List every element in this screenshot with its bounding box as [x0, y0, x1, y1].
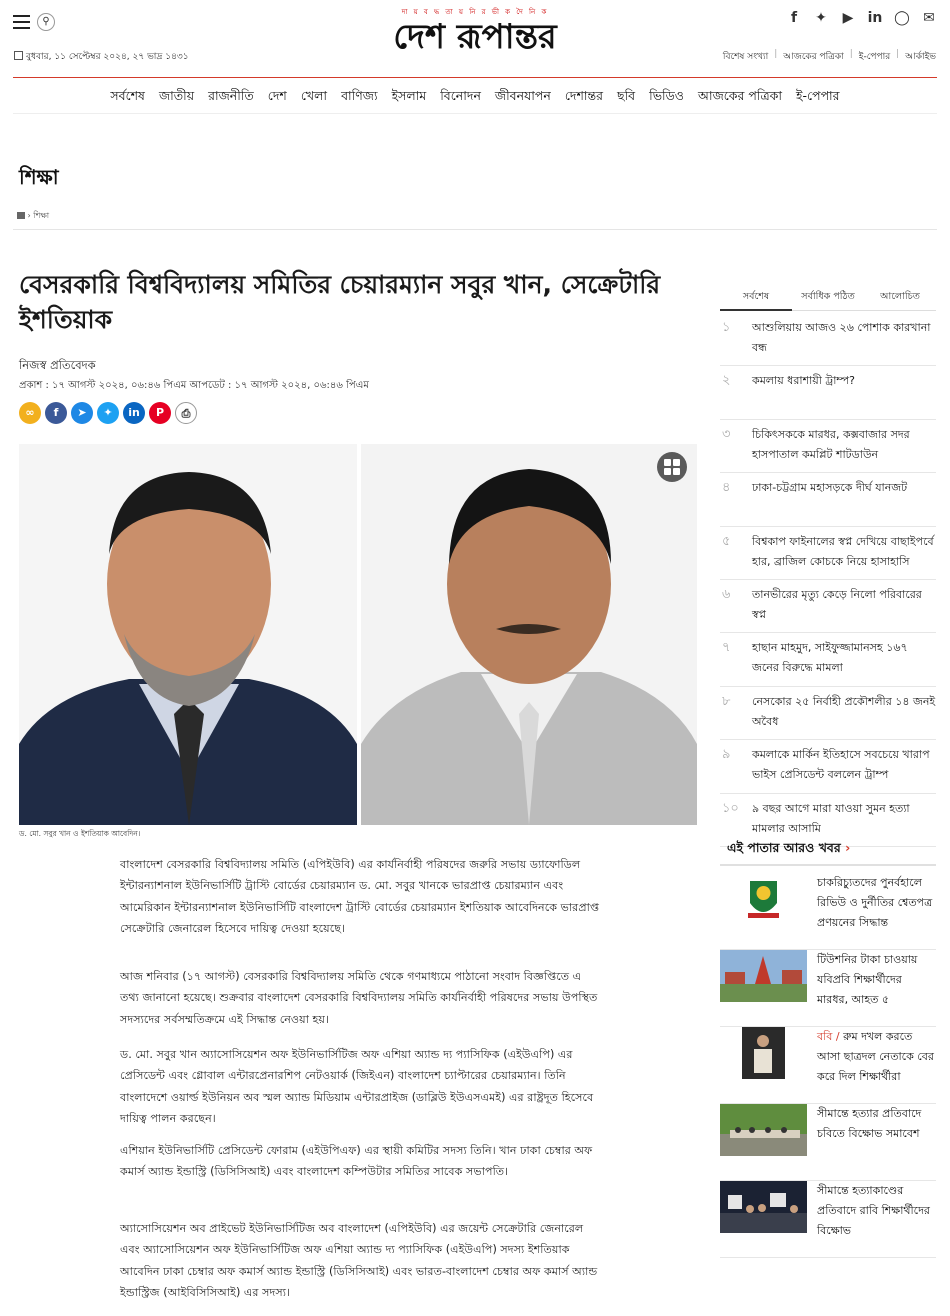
- portrait-ishtiaque-abedin: [361, 444, 697, 825]
- list-item-title[interactable]: কমলায় ধরাশায়ী ট্রাম্প?: [752, 374, 855, 388]
- nav-item[interactable]: সর্বশেষ: [110, 88, 145, 103]
- news-thumbnail[interactable]: [720, 1181, 807, 1233]
- list-item-number: ১: [722, 320, 731, 335]
- list-item-number: ২: [722, 373, 731, 389]
- more-news-title-item[interactable]: সীমান্তে হত্যাকাণ্ডের প্রতিবাদে রাবি শিক্ষার্থীদের বিক্ষোভ: [817, 1184, 930, 1237]
- article-paragraph: বাংলাদেশ বেসরকারি বিশ্ববিদ্যালয় সমিতি (এপিইউবি) এর কার্যনির্বাহী পরিষদের জরুরি সভায় ড্যাফোডিল ইন্টারন্যাশনাল ইউনিভার্সিটি ট্রাস্টি বোর্ডের চেয়ারম্যান ড. মো. সবুর খানকে ভারপ্রাপ্ত চেয়ারম্যান এবং আমেরিকান ইন্টারন্যাশনাল ইউনিভার্সিটি বাংলাদেশ ট্রাস্টি বোর্ডের চেয়ারম্যান ইশতিয়াক আবেদিনকে ভারপ্রাপ্ত সেক্রেটারি জেনারেল হিসেবে দায়িত্ব দেওয়া হয়েছে।: [120, 858, 600, 935]
- more-news-title-item[interactable]: চাকরিচ্যুতদের পুনর্বহালে রিভিউ ও দুর্নীতির শ্বেতপত্র প্রণয়নের সিদ্ধান্ত: [817, 876, 933, 929]
- gallery-icon[interactable]: [657, 452, 687, 482]
- header-divider: [13, 77, 937, 78]
- latest-news-list: [720, 313, 936, 847]
- more-news-item[interactable]: [720, 1104, 936, 1181]
- chevron-right-icon: ›: [845, 840, 851, 855]
- nav-item[interactable]: ইসলাম: [391, 88, 427, 103]
- top-link-epaper[interactable]: ই-পেপার: [858, 52, 891, 62]
- nav-item[interactable]: দেশ: [267, 88, 287, 103]
- home-icon[interactable]: [17, 212, 25, 219]
- breadcrumb-section[interactable]: শিক্ষা: [33, 211, 50, 220]
- more-news-title[interactable]: [727, 840, 850, 860]
- twitter-share-icon[interactable]: ✦: [97, 402, 119, 424]
- list-item-number: ৮: [722, 693, 731, 709]
- more-news-title-item[interactable]: টিউশনির টাকা চাওয়ায় যবিপ্রবি শিক্ষার্থীদের মারধর, আহত ৫: [817, 953, 918, 1006]
- list-item[interactable]: [720, 794, 936, 847]
- article-paragraph: ড. মো. সবুর খান অ্যাসোসিয়েশন অফ ইউনিভার্সিটিজ অফ এশিয়া অ্যান্ড দ্য প্যাসিফিক (এইউএপি) এর প্রেসিডেন্ট এবং গ্লোবাল এন্টারপ্রেনারশিপ নেটওয়ার্ক (জিইএন) বাংলাদেশ চ্যাপ্টারের চেয়ারম্যান। তিনি বাংলাদেশে ওয়ার্ল্ড ইউনিয়ন অব স্মল অ্যান্ড মিডিয়াম এন্টারপ্রাইজ (ডাব্লিউ ইউএসএমই) এর রাষ্ট্রদূত হিসেবে দায়িত্ব পালন করছেন।: [120, 1048, 594, 1125]
- sidebar-tabs: [720, 287, 936, 311]
- calendar-icon: [14, 51, 23, 60]
- nav-item[interactable]: জাতীয়: [158, 88, 195, 103]
- more-news-list: [720, 873, 936, 1258]
- list-item[interactable]: [720, 473, 936, 526]
- article-paragraph: অ্যাসোসিয়েশন অব প্রাইভেট ইউনিভার্সিটিজ অব বাংলাদেশ (এপিইউবি) এর জয়েন্ট সেক্রেটারি জেনারেল এবং অ্যাসোসিয়েশন অফ ইউনিভার্সিটিজ অফ এশিয়া অ্যান্ড দ্য প্যাসিফিক (এইউএপি) সদস্য ইশতিয়াক আবেদিন ঢাকা চেম্বার অফ কমার্স অ্যান্ড ইন্ডাস্ট্রি (ডিসিসিআই) এবং ভারত-বাংলাদেশ চেম্বার অফ কমার্স অ্যান্ড ইন্ডাস্ট্রিজ (আইবিসিসিআই) এর সদস্য।: [120, 1222, 598, 1299]
- nav-item[interactable]: ই-পেপার: [796, 88, 840, 103]
- image-caption: ড. মো. সবুর খান ও ইশতিয়াক আবেদিন।: [19, 829, 141, 838]
- list-item[interactable]: [720, 366, 936, 419]
- section-title: শিক্ষা: [19, 165, 59, 189]
- list-item[interactable]: [720, 527, 936, 580]
- nav-item[interactable]: জীবনযাপন: [494, 88, 551, 103]
- list-item-title[interactable]: কমলাকে মার্কিন ইতিহাসে সবচেয়ে খারাপ ভাইস প্রেসিডেন্ট বললেন ট্রাম্প: [752, 748, 930, 782]
- more-news-title-item[interactable]: সীমান্তে হত্যার প্রতিবাদে চবিতে বিক্ষোভ সমাবেশ: [817, 1107, 922, 1140]
- list-item-number: ৪: [722, 480, 731, 496]
- tab-latest[interactable]: সর্বশেষ: [720, 287, 792, 311]
- nav-item[interactable]: ছবি: [617, 88, 636, 103]
- nav-item[interactable]: খেলা: [300, 88, 328, 103]
- separator: |: [774, 49, 778, 59]
- youtube-icon[interactable]: ▶: [842, 10, 854, 26]
- news-thumbnail[interactable]: [720, 950, 807, 1002]
- nav-item[interactable]: রাজনীতি: [208, 88, 254, 103]
- copy-link-icon[interactable]: ∞: [19, 402, 41, 424]
- more-news-text: রুম দখল করতে আসা ছাত্রদল নেতাকে বের করে দিল শিক্ষার্থীরা: [817, 1030, 934, 1083]
- list-item-title[interactable]: ঢাকা-চট্টগ্রাম মহাসড়কে দীর্ঘ যানজট: [752, 481, 908, 495]
- breadcrumb: › শিক্ষা: [17, 210, 49, 223]
- search-icon[interactable]: ⚲: [37, 13, 55, 31]
- more-news-item[interactable]: [720, 950, 936, 1027]
- list-item-number: ৯: [722, 747, 731, 763]
- linkedin-share-icon[interactable]: in: [123, 402, 145, 424]
- tab-most-read[interactable]: সর্বাধিক পঠিত: [792, 287, 864, 311]
- top-bar: [0, 0, 950, 78]
- list-item[interactable]: [720, 687, 936, 740]
- article-paragraph: আজ শনিবার (১৭ আগস্ট) বেসরকারি বিশ্ববিদ্যালয় সমিতি থেকে গণমাধ্যমে পাঠানো সংবাদ বিজ্ঞপ্তিতে এ তথ্য জানানো হয়েছে। শুক্রবার বাংলাদেশ বেসরকারি বিশ্ববিদ্যালয় সমিতি কার্যনির্বাহী পরিষদের সভায় উপস্থিত সদস্যদের সর্বসম্মতিক্রমে এই সিদ্ধান্ত নেওয়া হয়।: [120, 970, 598, 1026]
- list-item-title[interactable]: হাছান মাহমুদ, সাইফুজ্জামানসহ ১৬৭ জনের বিরুদ্ধে মামলা: [752, 641, 908, 675]
- list-item-number: ৩: [722, 426, 731, 442]
- article-byline: নিজস্ব প্রতিবেদক: [19, 358, 96, 372]
- list-item-number: ৬: [722, 586, 731, 602]
- portrait-sabur-khan: [19, 444, 357, 825]
- list-item-number: ৫: [722, 533, 731, 549]
- share-buttons: [19, 402, 197, 424]
- list-item-title[interactable]: বিশ্বকাপ ফাইনালের স্বপ্ন দেখিয়ে বাছাইপর্বে হার, ব্রাজিল কোচকে নিয়ে হাসাহাসি: [752, 534, 934, 568]
- news-thumbnail[interactable]: [720, 1027, 807, 1079]
- list-item-number: ৭: [722, 640, 731, 656]
- date-text: বুধবার, ১১ সেপ্টেম্বর ২০২৪, ২৭ ভাদ্র ১৪৩১: [26, 52, 189, 62]
- list-item-title[interactable]: তানভীরের মৃত্যু কেড়ে নিলো পরিবারের স্বপ্ন: [752, 587, 922, 621]
- list-item[interactable]: [720, 580, 936, 633]
- hero-image[interactable]: [19, 444, 697, 825]
- email-icon[interactable]: ✉: [923, 10, 935, 26]
- list-item-title[interactable]: আশুলিয়ায় আজও ২৬ পোশাক কারখানা বন্ধ: [752, 321, 931, 354]
- menu-icon[interactable]: [13, 15, 30, 29]
- messenger-share-icon[interactable]: ➤: [71, 402, 93, 424]
- article-headline: বেসরকারি বিশ্ববিদ্যালয় সমিতির চেয়ারম্যান সবুর খান, সেক্রেটারি ইশতিয়াক: [19, 270, 661, 334]
- main-nav: [13, 80, 937, 114]
- logo-name: দেশ রূপান্তর: [393, 17, 557, 57]
- pinterest-share-icon[interactable]: P: [149, 402, 171, 424]
- article-meta: প্রকাশ : ১৭ আগস্ট ২০২৪, ০৬:৪৬ পিএম আপডেট : ১৭ আগস্ট ২০২৪, ০৬:৪৬ পিএম: [19, 380, 369, 391]
- article-paragraph: এশিয়ান ইউনিভার্সিটি প্রেসিডেন্ট ফোরাম (এইউপিএফ) এর স্থায়ী কমিটির সদস্য তিনি। খান ঢাকা চেম্বার অফ কমার্স অ্যান্ড ইন্ডাস্ট্রি (ডিসিসিআই) এবং বাংলাদেশ কম্পিউটার সমিতির সাবেক সভাপতি।: [120, 1144, 593, 1179]
- current-date: [14, 49, 189, 64]
- facebook-icon[interactable]: f: [790, 10, 798, 26]
- nav-item[interactable]: ভিডিও: [649, 88, 684, 103]
- list-item[interactable]: [720, 313, 936, 366]
- list-item-title[interactable]: নেসকোর ২৫ নির্বাহী প্রকৌশলীর ১৪ জনই অবৈধ: [752, 694, 936, 728]
- separator: |: [896, 49, 900, 59]
- section-divider: [13, 229, 937, 230]
- more-news-divider: [720, 864, 936, 866]
- list-item-number: ১০: [722, 800, 739, 816]
- news-tag[interactable]: ববি /: [817, 1030, 840, 1043]
- more-news-title-text: এই পাতার আরও খবর: [727, 840, 841, 855]
- top-link-archive[interactable]: আর্কাইভ: [905, 52, 936, 62]
- list-item[interactable]: [720, 420, 936, 473]
- twitter-icon[interactable]: ✦: [815, 10, 827, 26]
- instagram-icon[interactable]: ◯: [894, 10, 910, 26]
- top-links: [723, 49, 936, 64]
- nav-item[interactable]: দেশান্তর: [564, 88, 604, 103]
- more-news-item[interactable]: [720, 1181, 936, 1258]
- nav-item[interactable]: বাণিজ্য: [341, 88, 378, 103]
- list-item[interactable]: [720, 633, 936, 686]
- logo-tagline: দা য় ব দ্ধ তা য় নি র ভী ক দৈ নি ক: [401, 8, 549, 16]
- portrait-left: [19, 444, 357, 825]
- print-icon[interactable]: ⎙: [175, 402, 197, 424]
- list-item-title[interactable]: ৯ বছর আগে মারা যাওয়া সুমন হত্যা মামলার আসামি: [752, 801, 910, 835]
- more-news-item[interactable]: [720, 1027, 936, 1104]
- separator: |: [849, 49, 853, 59]
- more-news-title-item[interactable]: [817, 1027, 936, 1103]
- more-news-item[interactable]: [720, 873, 936, 950]
- tab-discussed[interactable]: আলোচিত: [864, 287, 936, 311]
- list-item-title[interactable]: চিকিৎসককে মারধর, কক্সবাজার সদর হাসপাতাল কমপ্লিট শাটডাউন: [752, 427, 910, 461]
- nav-item[interactable]: বিনোদন: [440, 88, 481, 103]
- news-thumbnail[interactable]: [720, 1104, 807, 1156]
- linkedin-icon[interactable]: in: [867, 10, 883, 26]
- list-item[interactable]: [720, 740, 936, 793]
- site-logo[interactable]: [340, 6, 610, 56]
- social-links: [785, 9, 938, 27]
- top-link-special[interactable]: বিশেষ সংখ্যা: [722, 52, 769, 62]
- nav-item[interactable]: আজকের পত্রিকা: [698, 88, 782, 103]
- portrait-right: [361, 444, 697, 825]
- facebook-share-icon[interactable]: f: [45, 402, 67, 424]
- news-thumbnail[interactable]: [720, 873, 807, 925]
- top-link-today-paper[interactable]: আজকের পত্রিকা: [783, 52, 844, 62]
